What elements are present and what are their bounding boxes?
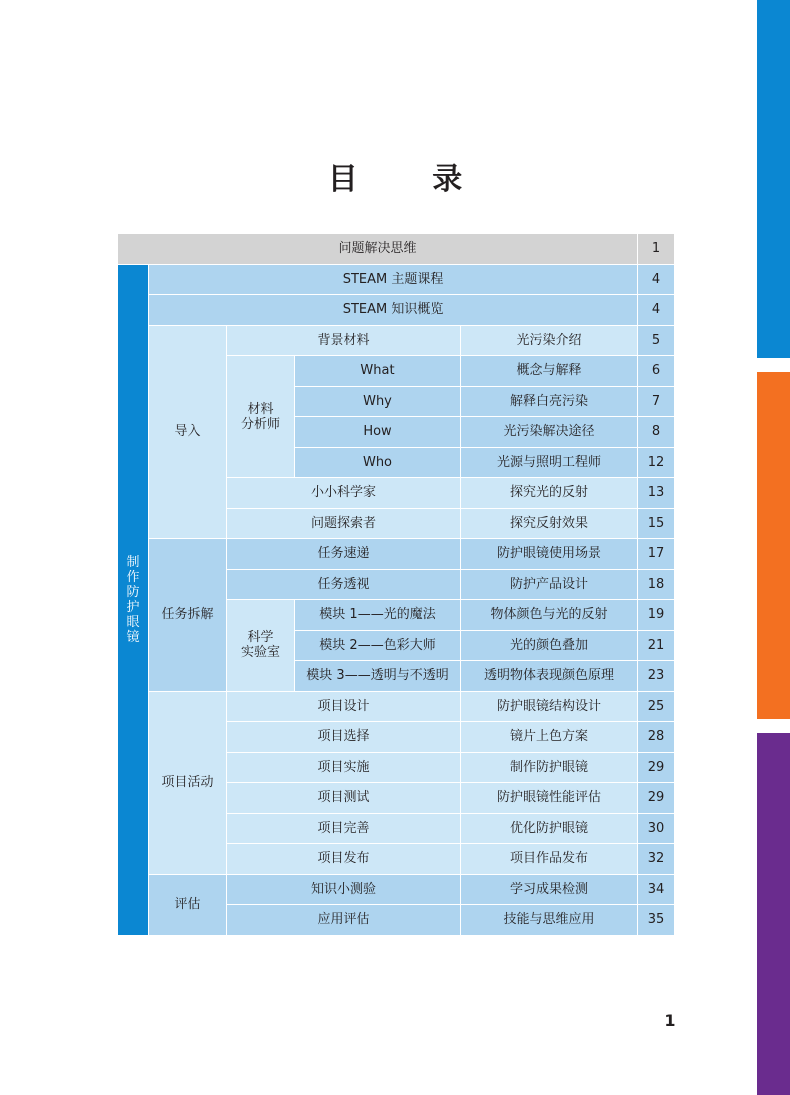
entry-name[interactable]: 项目设计 — [227, 691, 461, 722]
sub-label-material-analyst: 材料 分析师 — [227, 356, 295, 478]
side-label-char: 镜 — [126, 629, 140, 645]
entry-name[interactable]: 模块 2——色彩大师 — [295, 630, 461, 661]
entry-name[interactable]: 模块 3——透明与不透明 — [295, 661, 461, 692]
entry-topic[interactable]: 优化防护眼镜 — [461, 813, 638, 844]
section-label-project: 项目活动 — [149, 691, 227, 874]
toc-header-title[interactable]: 问题解决思维 — [118, 234, 638, 265]
table-row — [118, 264, 675, 295]
entry-name[interactable]: 知识小测验 — [227, 874, 461, 905]
entry-name[interactable]: 项目选择 — [227, 722, 461, 753]
entry-topic[interactable]: 概念与解释 — [461, 356, 638, 387]
entry-name[interactable]: 背景材料 — [227, 325, 461, 356]
entry-name[interactable]: How — [295, 417, 461, 448]
entry-topic[interactable]: 光污染解决途径 — [461, 417, 638, 448]
entry-name[interactable]: 任务透视 — [227, 569, 461, 600]
steam-course-title[interactable]: STEAM 主题课程 — [149, 264, 638, 295]
entry-topic[interactable]: 镜片上色方案 — [461, 722, 638, 753]
entry-name[interactable]: What — [295, 356, 461, 387]
entry-name[interactable]: 任务速递 — [227, 539, 461, 570]
entry-topic[interactable]: 探究反射效果 — [461, 508, 638, 539]
entry-topic[interactable]: 探究光的反射 — [461, 478, 638, 509]
side-label-char: 护 — [126, 599, 140, 615]
page-ref: 17 — [638, 539, 675, 570]
entry-name[interactable]: 项目实施 — [227, 752, 461, 783]
entry-name[interactable]: 问题探索者 — [227, 508, 461, 539]
sub-label-science-lab: 科学 实验室 — [227, 600, 295, 692]
entry-topic[interactable]: 防护眼镜使用场景 — [461, 539, 638, 570]
section-label-eval: 评估 — [149, 874, 227, 935]
page-ref: 6 — [638, 356, 675, 387]
entry-name[interactable]: 模块 1——光的魔法 — [295, 600, 461, 631]
table-row — [118, 691, 675, 722]
table-row — [118, 539, 675, 570]
page-number: 1 — [664, 1011, 676, 1030]
entry-topic[interactable]: 物体颜色与光的反射 — [461, 600, 638, 631]
page-ref: 13 — [638, 478, 675, 509]
toc-header-page: 1 — [638, 234, 675, 265]
page-ref: 7 — [638, 386, 675, 417]
page-ref: 25 — [638, 691, 675, 722]
page-ref: 30 — [638, 813, 675, 844]
page-ref: 29 — [638, 783, 675, 814]
page-ref: 21 — [638, 630, 675, 661]
entry-topic[interactable]: 制作防护眼镜 — [461, 752, 638, 783]
entry-topic[interactable]: 项目作品发布 — [461, 844, 638, 875]
entry-topic[interactable]: 光的颜色叠加 — [461, 630, 638, 661]
entry-name[interactable]: 小小科学家 — [227, 478, 461, 509]
entry-topic[interactable]: 解释白亮污染 — [461, 386, 638, 417]
table-of-contents — [117, 233, 675, 936]
page-ref: 35 — [638, 905, 675, 936]
page-ref: 4 — [638, 264, 675, 295]
section-label-task: 任务拆解 — [149, 539, 227, 692]
page-ref: 4 — [638, 295, 675, 326]
entry-topic[interactable]: 防护眼镜性能评估 — [461, 783, 638, 814]
table-row — [118, 874, 675, 905]
toc-header-row — [118, 234, 675, 265]
entry-topic[interactable]: 技能与思维应用 — [461, 905, 638, 936]
entry-name[interactable]: Who — [295, 447, 461, 478]
side-label-char: 制 — [126, 554, 140, 570]
side-tab-purple — [757, 733, 790, 1095]
side-label-char: 防 — [126, 584, 140, 600]
side-tab-orange — [757, 372, 790, 719]
section-label-intro: 导入 — [149, 325, 227, 539]
page-ref: 18 — [638, 569, 675, 600]
page-ref: 32 — [638, 844, 675, 875]
table-row — [118, 295, 675, 326]
page-ref: 34 — [638, 874, 675, 905]
page-ref: 5 — [638, 325, 675, 356]
entry-topic[interactable]: 防护产品设计 — [461, 569, 638, 600]
page-ref: 28 — [638, 722, 675, 753]
entry-topic[interactable]: 防护眼镜结构设计 — [461, 691, 638, 722]
page-title: 目 录 — [327, 162, 495, 197]
page-ref: 29 — [638, 752, 675, 783]
page-ref: 23 — [638, 661, 675, 692]
entry-name[interactable]: 项目发布 — [227, 844, 461, 875]
page-ref: 19 — [638, 600, 675, 631]
entry-name[interactable]: 项目完善 — [227, 813, 461, 844]
side-label — [118, 264, 149, 935]
entry-topic[interactable]: 光源与照明工程师 — [461, 447, 638, 478]
table-row — [118, 325, 675, 356]
page-ref: 15 — [638, 508, 675, 539]
steam-overview-title[interactable]: STEAM 知识概览 — [149, 295, 638, 326]
entry-name[interactable]: Why — [295, 386, 461, 417]
entry-topic[interactable]: 透明物体表现颜色原理 — [461, 661, 638, 692]
page-ref: 8 — [638, 417, 675, 448]
entry-name[interactable]: 项目测试 — [227, 783, 461, 814]
side-label-char: 作 — [126, 569, 140, 585]
page-ref: 12 — [638, 447, 675, 478]
side-label-char: 眼 — [126, 614, 140, 630]
entry-name[interactable]: 应用评估 — [227, 905, 461, 936]
entry-topic[interactable]: 学习成果检测 — [461, 874, 638, 905]
entry-topic[interactable]: 光污染介绍 — [461, 325, 638, 356]
